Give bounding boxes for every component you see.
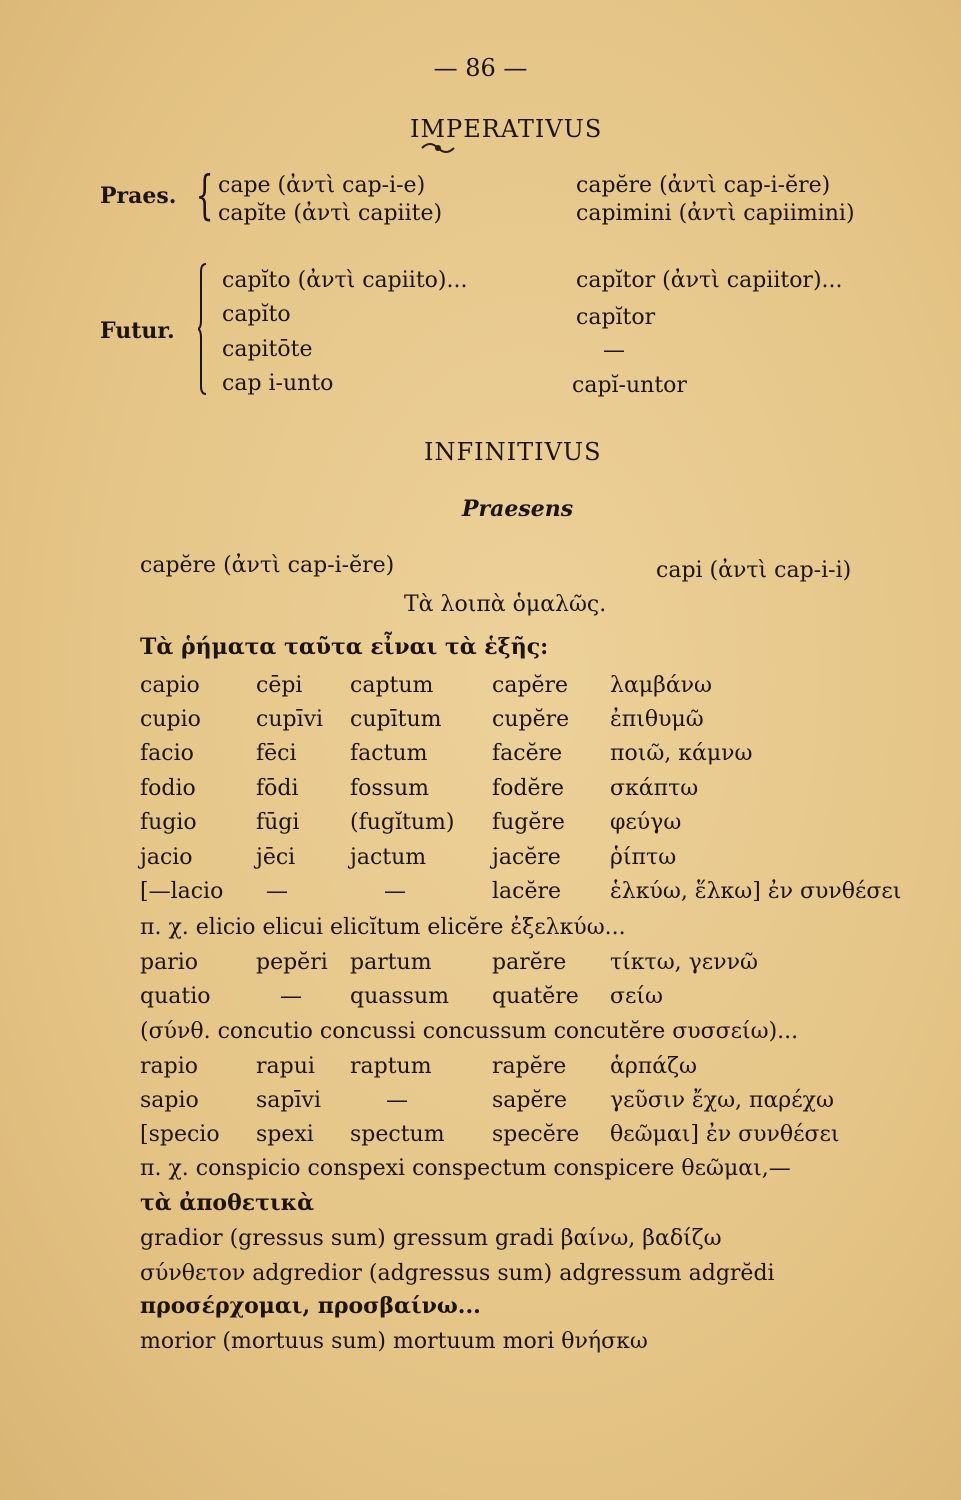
verb-form: φεύγω xyxy=(610,810,682,835)
verb-form: facio xyxy=(140,741,194,766)
praes-left-1: cape (ἀντὶ cap-i-e) xyxy=(218,173,426,198)
verb-form: rapio xyxy=(140,1054,198,1079)
elicio-line: π. χ. elicio elicui elicĭtum elicĕre ἐξελκύω... xyxy=(140,915,626,940)
morior-line: morior (mortuus sum) mortuum mori θνήσκω xyxy=(140,1329,648,1354)
futur-left-3: capitōte xyxy=(222,337,313,362)
verb-form: (fugĭtum) xyxy=(350,810,455,835)
verb-form: — xyxy=(384,879,406,904)
verb-form: rapĕre xyxy=(492,1054,567,1079)
futur-right-1: capĭtor (ἀντὶ capiitor)... xyxy=(576,268,843,293)
verb-form: raptum xyxy=(350,1054,432,1079)
verb-form: ἁρπάζω xyxy=(610,1054,697,1079)
verb-form: spexi xyxy=(256,1122,314,1147)
praes-right-2: capimini (ἀντὶ capiimini) xyxy=(576,201,855,226)
praes-brace: { xyxy=(195,166,214,226)
futur-right-3: — xyxy=(603,338,625,363)
verb-form: σκάπτω xyxy=(610,776,699,801)
futur-left-4: cap i-unto xyxy=(222,371,334,396)
verbs-intro: Τὰ ῥήματα ταῦτα εἶναι τὰ ἑξῆς: xyxy=(140,634,549,660)
prosercho-line: προσέρχομαι, προσβαίνω... xyxy=(140,1293,481,1319)
praes-right-1: capĕre (ἀντὶ cap-i-ĕre) xyxy=(576,173,831,198)
verb-form: quassum xyxy=(350,984,449,1009)
verb-form: pario xyxy=(140,950,198,975)
verb-form: cupīvi xyxy=(256,707,324,732)
verb-form: sapio xyxy=(140,1088,199,1113)
verb-form: quatĕre xyxy=(492,984,579,1009)
verb-form: fēci xyxy=(256,741,297,766)
deponents-heading: τὰ ἀποθετικὰ xyxy=(140,1190,315,1216)
verb-form: ἑλκύω, ἕλκω] ἐν συνθέσει xyxy=(610,879,902,904)
verb-form: captum xyxy=(350,673,434,698)
verb-form: θεῶμαι] ἐν συνθέσει xyxy=(610,1122,840,1147)
verb-form: — xyxy=(266,879,288,904)
verb-form: jēci xyxy=(256,845,296,870)
conspicio-line: π. χ. conspicio conspexi conspectum conspicere θεῶμαι,— xyxy=(140,1156,791,1181)
infinitive-active: capĕre (ἀντὶ cap-i-ĕre) xyxy=(140,553,395,578)
verb-form: jacio xyxy=(140,845,193,870)
verb-form: fugio xyxy=(140,810,197,835)
futur-brace xyxy=(198,262,208,396)
verb-form: partum xyxy=(350,950,432,975)
futur-left-1: capĭto (ἀντὶ capiito)... xyxy=(222,268,468,293)
verb-form: [—lacio xyxy=(140,879,224,904)
verb-form: — xyxy=(280,984,302,1009)
verb-form: lacĕre xyxy=(492,879,562,904)
verb-form: jactum xyxy=(350,845,427,870)
verb-form: ἐπιθυμῶ xyxy=(610,707,704,732)
futur-right-4: capĭ-untor xyxy=(572,373,687,398)
regular-note: Τὰ λοιπὰ ὁμαλῶς. xyxy=(404,592,607,617)
gradior-line: gradior (gressus sum) gressum gradi βαίνω, βαδίζω xyxy=(140,1226,722,1251)
verb-form: pepĕri xyxy=(256,950,328,975)
verb-form: fodio xyxy=(140,776,196,801)
verb-form: [specio xyxy=(140,1122,220,1147)
futur-label: Futur. xyxy=(100,318,175,344)
verb-form: sapīvi xyxy=(256,1088,321,1113)
verb-form: ποιῶ, κάμνω xyxy=(610,741,753,766)
verb-form: cupio xyxy=(140,707,201,732)
page-number: — 86 — xyxy=(433,54,528,82)
verb-form: spectum xyxy=(350,1122,445,1147)
verb-form: quatio xyxy=(140,984,211,1009)
verb-form: facĕre xyxy=(492,741,563,766)
praes-left-2: capĭte (ἀντὶ capiite) xyxy=(218,201,443,226)
verb-form: — xyxy=(386,1088,408,1113)
verb-form: fōdi xyxy=(256,776,299,801)
verb-form: parĕre xyxy=(492,950,567,975)
imperativus-heading: IMPERATIVUS xyxy=(410,115,603,143)
verb-form: capĕre xyxy=(492,673,569,698)
verb-form: jacĕre xyxy=(492,845,561,870)
verb-form: λαμβάνω xyxy=(610,673,712,698)
adgredior-line: σύνθετον adgredior (adgressus sum) adgressum adgrĕdi xyxy=(140,1261,775,1286)
verb-form: fugĕre xyxy=(492,810,565,835)
futur-left-2: capĭto xyxy=(222,302,291,327)
infinitive-passive: capi (ἀντὶ cap-i-i) xyxy=(656,558,852,583)
verb-form: sapĕre xyxy=(492,1088,568,1113)
praes-label: Praes. xyxy=(100,183,177,209)
praesens-subheading: Praesens xyxy=(462,496,574,522)
verb-form: σείω xyxy=(610,984,663,1009)
verb-form: ῥίπτω xyxy=(610,845,677,870)
verb-form: cēpi xyxy=(256,673,303,698)
verb-form: rapui xyxy=(256,1054,315,1079)
infinitivus-heading: INFINITIVUS xyxy=(424,438,602,466)
verb-form: γεῦσιν ἔχω, παρέχω xyxy=(610,1088,834,1113)
verb-form: cupītum xyxy=(350,707,442,732)
verb-form: cupĕre xyxy=(492,707,570,732)
verb-form: fossum xyxy=(350,776,429,801)
verb-form: τίκτω, γεννῶ xyxy=(610,950,758,975)
verb-form: specĕre xyxy=(492,1122,580,1147)
verb-form: fodĕre xyxy=(492,776,565,801)
verb-form: capio xyxy=(140,673,200,698)
ornament-icon xyxy=(418,140,458,156)
futur-right-2: capĭtor xyxy=(576,305,656,330)
verb-form: fūgi xyxy=(256,810,300,835)
concutio-line: (σύνθ. concutio concussi concussum concutĕre συσσείω)... xyxy=(140,1019,799,1044)
verb-form: factum xyxy=(350,741,428,766)
